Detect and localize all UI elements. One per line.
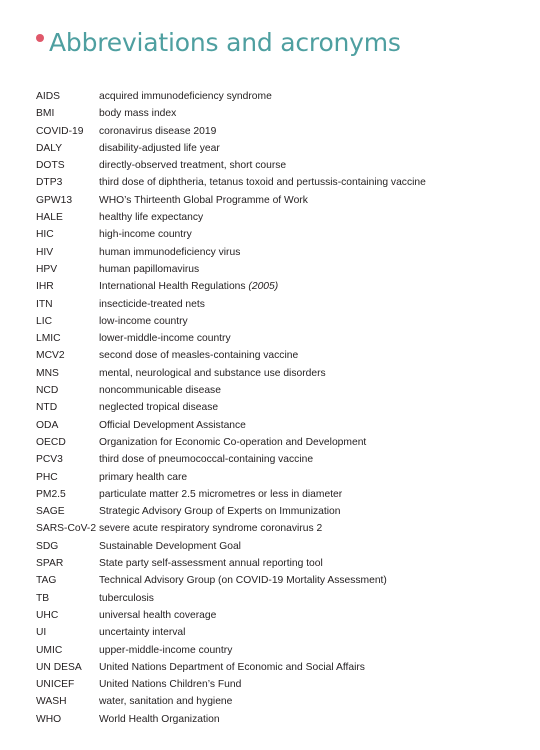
abbreviation-row <box>36 382 516 399</box>
abbreviation-definition: low-income country <box>99 315 188 327</box>
abbreviation-definition: second dose of measles-containing vaccine <box>99 350 299 362</box>
abbreviation-definition: mental, neurological and substance use disorders <box>99 367 326 379</box>
abbreviation-term: OECD <box>36 436 66 448</box>
abbreviation-term: DALY <box>36 142 63 154</box>
abbreviation-definition: third dose of pneumococcal-containing vaccine <box>99 454 314 466</box>
abbreviation-definition-cell <box>99 417 516 434</box>
abbreviation-definition-cell <box>99 382 516 399</box>
abbreviation-definition: United Nations Children’s Fund <box>99 679 242 691</box>
abbreviation-definition: WHO’s Thirteenth Global Programme of Work <box>99 194 308 206</box>
abbreviation-definition-cell <box>99 451 516 468</box>
abbreviation-term: PM2.5 <box>36 488 66 500</box>
abbreviation-definition: lower-middle-income country <box>99 333 231 345</box>
abbreviation-definition: World Health Organization <box>99 713 220 725</box>
abbreviation-definition-cell <box>99 624 516 641</box>
abbreviation-row <box>36 624 516 641</box>
abbreviation-row <box>36 330 516 347</box>
abbreviation-row <box>36 451 516 468</box>
abbreviation-definition-cell <box>99 313 516 330</box>
abbreviation-definition-cell <box>99 192 516 209</box>
abbreviation-row <box>36 123 516 140</box>
abbreviation-term: GPW13 <box>36 194 73 206</box>
abbreviation-row <box>36 711 516 728</box>
abbreviation-term: LIC <box>36 315 53 327</box>
abbreviation-definition-cell <box>99 140 516 157</box>
abbreviation-definition-cell <box>99 676 516 693</box>
page-title: Abbreviations and acronyms <box>49 28 401 57</box>
abbreviation-definition-cell <box>99 105 516 122</box>
abbreviation-term: AIDS <box>36 91 61 102</box>
abbreviation-row <box>36 659 516 676</box>
abbreviation-term: HALE <box>36 212 63 224</box>
abbreviation-term: DTP3 <box>36 177 63 189</box>
abbreviation-row <box>36 278 516 295</box>
abbreviation-term: HIC <box>36 229 54 241</box>
abbreviation-definition-cell <box>99 347 516 364</box>
abbreviation-row <box>36 642 516 659</box>
abbreviation-row <box>36 486 516 503</box>
abbreviation-definition-cell <box>99 365 516 382</box>
abbreviation-definition-cell <box>99 434 516 451</box>
abbreviation-term: COVID-19 <box>36 125 84 137</box>
abbreviation-term: BMI <box>36 108 55 120</box>
abbreviation-term: ODA <box>36 419 59 431</box>
abbreviation-definition: human immunodeficiency virus <box>99 246 241 258</box>
abbreviation-definition-cell <box>99 88 516 105</box>
abbreviation-row <box>36 226 516 243</box>
page-heading <box>36 26 401 60</box>
abbreviation-definition: primary health care <box>99 471 188 483</box>
abbreviation-definition: water, sanitation and hygiene <box>99 696 233 708</box>
abbreviation-definition: insecticide-treated nets <box>99 298 205 310</box>
abbreviation-term: UHC <box>36 609 59 621</box>
abbreviation-definition: coronavirus disease 2019 <box>99 125 217 137</box>
abbreviation-list <box>36 88 516 728</box>
abbreviation-definition: acquired immunodeficiency syndrome <box>99 91 272 102</box>
abbreviation-definition: Technical Advisory Group (on COVID-19 Mortality Assessment) <box>99 575 387 587</box>
abbreviation-definition-cell <box>99 486 516 503</box>
abbreviation-definition-cell <box>99 659 516 676</box>
abbreviation-term: HPV <box>36 263 58 275</box>
abbreviation-row <box>36 209 516 226</box>
abbreviation-row <box>36 313 516 330</box>
abbreviation-definition: noncommunicable disease <box>99 385 221 397</box>
abbreviation-definition-cell <box>99 278 516 295</box>
abbreviation-definition-cell <box>99 123 516 140</box>
abbreviation-row <box>36 503 516 520</box>
abbreviation-term: WASH <box>36 696 67 708</box>
abbreviation-definition-cell <box>99 555 516 572</box>
abbreviation-definition-cell <box>99 209 516 226</box>
abbreviation-row <box>36 469 516 486</box>
bullet-dot-icon <box>36 34 44 42</box>
abbreviation-definition-cell <box>99 711 516 728</box>
abbreviation-definition: upper-middle-income country <box>99 644 233 656</box>
abbreviation-definition: directly-observed treatment, short course <box>99 160 287 172</box>
abbreviation-term: NCD <box>36 385 59 397</box>
abbreviation-term: HIV <box>36 246 54 258</box>
abbreviation-definition: high-income country <box>99 229 192 241</box>
abbreviation-row <box>36 538 516 555</box>
abbreviation-definition: healthy life expectancy <box>99 212 204 224</box>
abbreviation-definition-cell <box>99 296 516 313</box>
abbreviation-term: MCV2 <box>36 350 65 362</box>
abbreviation-row <box>36 417 516 434</box>
abbreviation-definition-cell <box>99 226 516 243</box>
abbreviation-row <box>36 174 516 191</box>
abbreviation-term: SDG <box>36 540 59 552</box>
abbreviation-term: PCV3 <box>36 454 63 466</box>
abbreviation-term: TAG <box>36 575 57 587</box>
abbreviation-term: UNICEF <box>36 679 75 691</box>
abbreviation-row <box>36 365 516 382</box>
abbreviation-definition: Sustainable Development Goal <box>99 540 241 552</box>
abbreviation-definition-cell <box>99 244 516 261</box>
abbreviation-row <box>36 157 516 174</box>
abbreviation-definition-cell <box>99 572 516 589</box>
abbreviation-definition: Official Development Assistance <box>99 419 246 431</box>
abbreviation-row <box>36 555 516 572</box>
abbreviation-row <box>36 693 516 710</box>
abbreviation-definition: human papillomavirus <box>99 263 200 275</box>
abbreviation-definition: Organization for Economic Co-operation and Development <box>99 436 367 448</box>
abbreviation-definition: United Nations Department of Economic and Social Affairs <box>99 661 365 673</box>
abbreviation-definition: body mass index <box>99 108 177 120</box>
abbreviation-definition: uncertainty interval <box>99 627 186 639</box>
abbreviation-row <box>36 192 516 209</box>
abbreviation-definition-cell <box>99 538 516 555</box>
abbreviation-term: SARS-CoV-2 <box>36 523 97 535</box>
abbreviation-term: ITN <box>36 298 53 310</box>
abbreviation-term: PHC <box>36 471 58 483</box>
abbreviation-row <box>36 676 516 693</box>
abbreviation-definition-cell <box>99 520 516 537</box>
abbreviation-definition-cell <box>99 469 516 486</box>
abbreviation-definition: State party self-assessment annual reporting tool <box>99 558 323 570</box>
abbreviation-term: SPAR <box>36 558 64 570</box>
abbreviation-definition-cell <box>99 157 516 174</box>
abbreviation-definition-cell <box>99 330 516 347</box>
abbreviation-term: LMIC <box>36 333 61 345</box>
abbreviation-definition-cell <box>99 261 516 278</box>
abbreviation-definition: Strategic Advisory Group of Experts on Immunization <box>99 506 341 518</box>
abbreviation-definition: severe acute respiratory syndrome coronavirus 2 <box>99 523 323 535</box>
abbreviation-definition-cell <box>99 590 516 607</box>
abbreviation-row <box>36 520 516 537</box>
abbreviation-definition: International Health Regulations <box>99 281 246 293</box>
abbreviation-row <box>36 434 516 451</box>
abbreviation-row <box>36 590 516 607</box>
abbreviation-row <box>36 244 516 261</box>
abbreviation-definition-cell <box>99 174 516 191</box>
abbreviation-term: DOTS <box>36 160 65 172</box>
abbreviation-definition: particulate matter 2.5 micrometres or less in diameter <box>99 488 343 500</box>
abbreviation-row <box>36 105 516 122</box>
abbreviation-term: MNS <box>36 367 59 379</box>
abbreviation-term: TB <box>36 592 50 604</box>
abbreviation-row <box>36 347 516 364</box>
abbreviation-definition: disability-adjusted life year <box>99 142 220 154</box>
abbreviation-definition-cell <box>99 503 516 520</box>
abbreviation-term: SAGE <box>36 506 65 518</box>
abbreviation-definition: tuberculosis <box>99 592 154 604</box>
abbreviation-row <box>36 607 516 624</box>
abbreviation-row <box>36 572 516 589</box>
abbreviation-definition-cell <box>99 693 516 710</box>
abbreviation-definition: third dose of diphtheria, tetanus toxoid and pertussis-containing vaccine <box>99 177 426 189</box>
abbreviation-term: UMIC <box>36 644 63 656</box>
abbreviation-row <box>36 140 516 157</box>
abbreviation-row <box>36 296 516 313</box>
abbreviation-term: WHO <box>36 713 62 725</box>
abbreviation-definition-cell <box>99 607 516 624</box>
abbreviation-definition-italic: (2005) <box>248 281 279 293</box>
abbreviation-definition-cell <box>99 399 516 416</box>
abbreviation-row <box>36 399 516 416</box>
abbreviation-term: IHR <box>36 281 54 293</box>
abbreviation-term: NTD <box>36 402 58 414</box>
abbreviation-definition-cell <box>99 642 516 659</box>
abbreviation-term: UN DESA <box>36 661 82 673</box>
abbreviation-row <box>36 261 516 278</box>
abbreviation-definition: universal health coverage <box>99 609 217 621</box>
abbreviation-term: UI <box>36 627 47 639</box>
abbreviation-row <box>36 88 516 105</box>
abbreviation-definition: neglected tropical disease <box>99 402 219 414</box>
